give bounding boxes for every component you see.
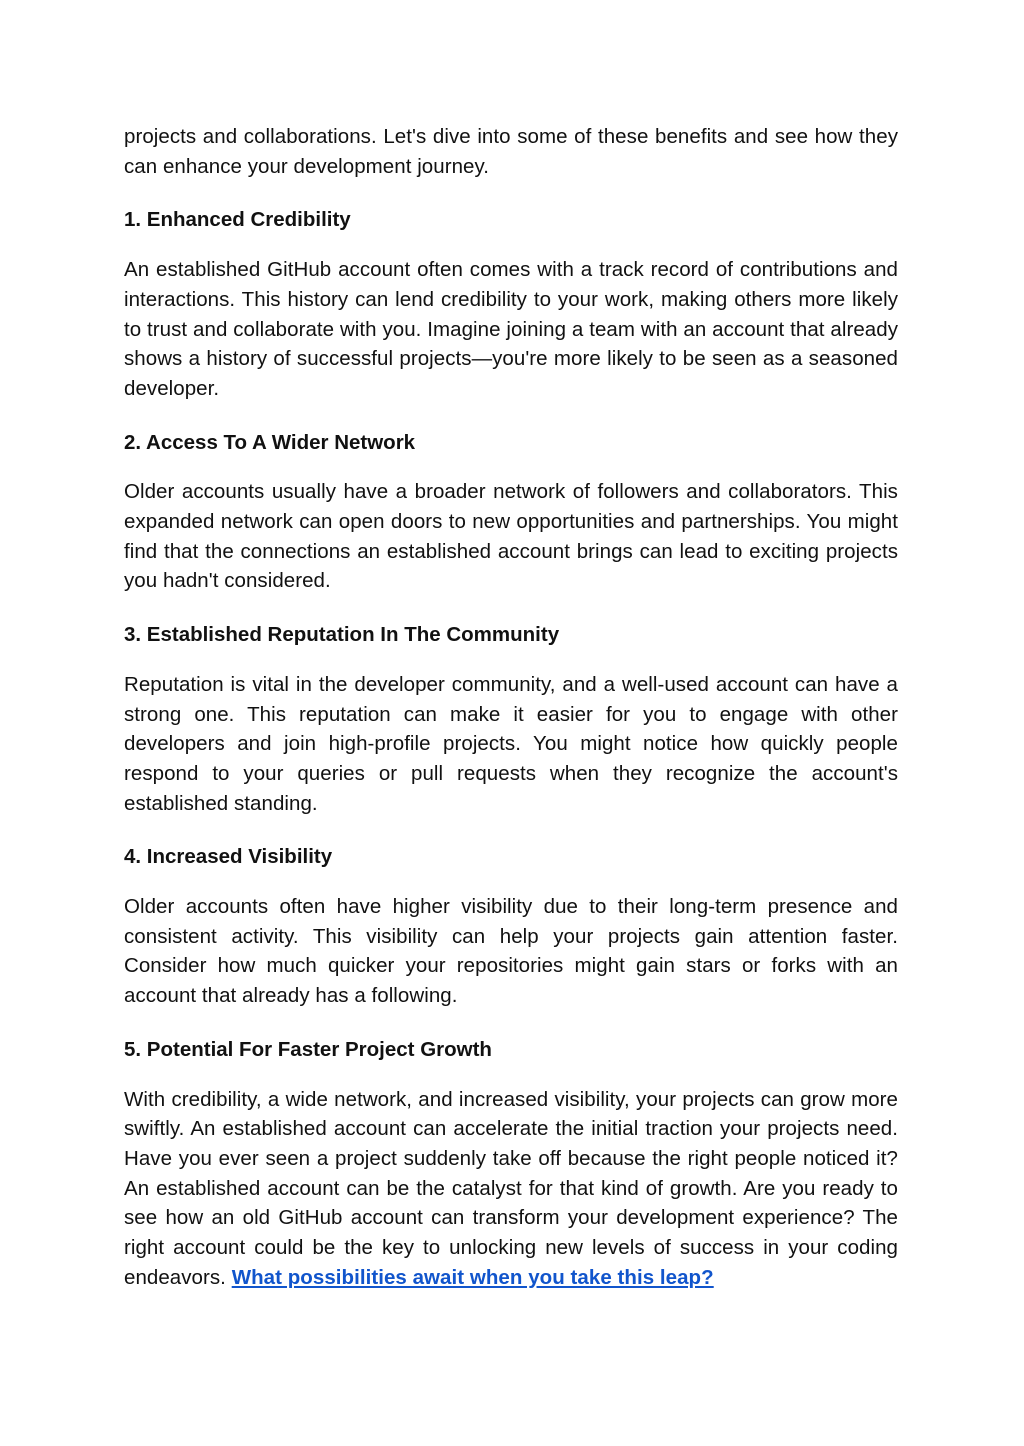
section-body-increased-visibility: Older accounts often have higher visibility due to their long-term presence and consistent activity. This visibility can help your projects gain attention faster. Consider how much quicker your repositories might gain stars or forks with an account that already has a following. xyxy=(124,895,898,1008)
section-body-wider-network: Older accounts usually have a broader network of followers and collaborators. This expanded network can open doors to new opportunities and partnerships. You might find that the connections an established account brings can lead to exciting projects you hadn't considered. xyxy=(124,480,898,593)
section-heading-faster-growth: 5. Potential For Faster Project Growth xyxy=(124,1037,492,1061)
section-heading-established-reputation: 3. Established Reputation In The Community xyxy=(124,623,560,647)
cta-link[interactable]: What possibilities await when you take this leap? xyxy=(231,1265,714,1289)
section-heading-enhanced-credibility: 1. Enhanced Credibility xyxy=(124,208,351,232)
document-page xyxy=(124,122,898,1293)
section-heading-increased-visibility: 4. Increased Visibility xyxy=(124,845,333,869)
section-body-faster-growth xyxy=(124,1085,898,1293)
section-heading-wider-network: 2. Access To A Wider Network xyxy=(124,430,416,454)
section-body-faster-growth-text: With credibility, a wide network, and increased visibility, your projects can grow more swiftly. An established account can accelerate the initial traction your projects need. Have you ever seen a project suddenly take off because the right people noticed it? An established account can be the catalyst for that kind of growth. Are you ready to see how an old GitHub account can transform your development experience? The right account could be the key to unlocking new levels of success in your coding endeavors. xyxy=(124,1087,898,1289)
intro-paragraph: projects and collaborations. Let's dive into some of these benefits and see how they can enhance your development journey. xyxy=(124,125,898,178)
section-body-established-reputation: Reputation is vital in the developer community, and a well-used account can have a strong one. This reputation can make it easier for you to engage with other developers and join high-profile projects. You might notice how quickly people respond to your queries or pull requests when they recognize the account's established standing. xyxy=(124,672,898,815)
section-body-enhanced-credibility: An established GitHub account often comes with a track record of contributions and interactions. This history can lend credibility to your work, making others more likely to trust and collaborate with you. Imagine joining a team with an account that already shows a history of successful projects—you're more likely to be seen as a seasoned developer. xyxy=(124,258,898,400)
